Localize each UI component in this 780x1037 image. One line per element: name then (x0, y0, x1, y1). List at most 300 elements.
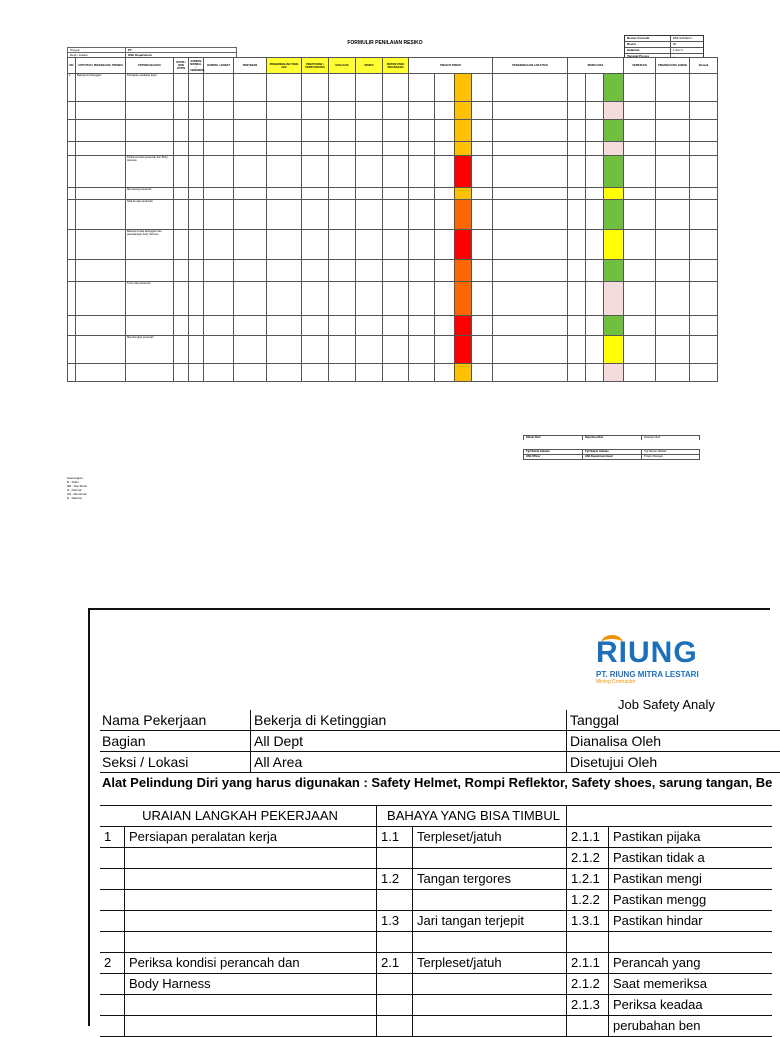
risk-cell (624, 336, 656, 364)
risk-cell (455, 102, 472, 120)
sign-cell: Diperiksa Oleh (583, 436, 642, 440)
risk-cell (329, 316, 356, 336)
risk-cell (329, 102, 356, 120)
risk-cell (267, 120, 302, 142)
jsa-table-row (100, 974, 772, 995)
hazard-number: 2.1 (376, 953, 412, 973)
col-no: NO (68, 58, 76, 74)
risk-cell (383, 74, 409, 102)
jsa-field-row (100, 710, 780, 731)
id-value: HSE Department (128, 53, 152, 57)
hazard-number (376, 995, 412, 1015)
risk-cell (234, 120, 267, 142)
jsa-table-row (100, 848, 772, 869)
risk-cell (68, 364, 76, 382)
control-number: 1.3.1 (566, 911, 608, 931)
risk-cell (329, 282, 356, 316)
risk-row (68, 188, 718, 200)
step-number (100, 995, 124, 1015)
risk-cell (409, 230, 435, 260)
col-tanggung: PENANGGUNG JAWAB (656, 58, 690, 74)
legend-line: NR : Non Rutin (67, 484, 88, 488)
risk-cell (267, 200, 302, 230)
col-aktivitas: AKTIVITAS / PEKERJAAN / PROSES (76, 58, 126, 74)
logo-tagline: Mining Contractor (596, 679, 636, 685)
risk-cell (204, 200, 234, 230)
control-number: 2.1.3 (566, 995, 608, 1015)
control-description: Saat memeriksa (608, 974, 778, 994)
id-label: Proyek (68, 48, 126, 52)
risk-cell (189, 200, 204, 230)
col-verifikasi: VERIFIKASI (624, 58, 656, 74)
step-number: 1 (104, 829, 112, 844)
risk-cell (455, 364, 472, 382)
risk-cell (189, 102, 204, 120)
jsa-field-right: Tanggal (566, 710, 619, 730)
risk-cell (690, 188, 718, 200)
risk-cell (604, 260, 624, 282)
risk-cell (690, 230, 718, 260)
risk-cell (472, 200, 493, 230)
step-description (124, 848, 376, 868)
risk-cell (435, 102, 455, 120)
risk-cell (174, 156, 189, 188)
sign-cell: Disetujui Oleh (644, 436, 661, 439)
legend-line: N : Normal (67, 488, 82, 492)
risk-cell (472, 156, 493, 188)
risk-cell (356, 74, 383, 102)
risk-cell (383, 260, 409, 282)
risk-cell (267, 336, 302, 364)
risk-cell (604, 156, 624, 188)
step-description (124, 911, 376, 931)
risk-cell (472, 120, 493, 142)
risk-cell (174, 230, 189, 260)
risk-cell (302, 200, 329, 230)
risk-cell (126, 120, 174, 142)
risk-cell (126, 142, 174, 156)
risk-cell (329, 260, 356, 282)
risk-cell (204, 336, 234, 364)
legend-line: AN : Abnormal (67, 492, 87, 496)
risk-cell (174, 102, 189, 120)
risk-cell (472, 102, 493, 120)
risk-cell (204, 142, 234, 156)
risk-cell (329, 142, 356, 156)
risk-cell (76, 282, 126, 316)
step-description: Periksa kondisi perancah dan (124, 953, 376, 973)
risk-row (68, 282, 718, 316)
legend-line: R : Rutin (67, 480, 79, 484)
risk-cell (493, 120, 568, 142)
step-number (100, 848, 124, 868)
risk-cell (204, 156, 234, 188)
risk-cell (356, 102, 383, 120)
risk-cell (383, 282, 409, 316)
risk-cell (455, 142, 472, 156)
risk-cell (356, 142, 383, 156)
risk-cell: Bekerja di atas ketinggian dan pemasangan body harness (126, 230, 174, 260)
risk-cell (329, 336, 356, 364)
risk-cell (234, 282, 267, 316)
risk-cell (234, 230, 267, 260)
risk-cell (267, 260, 302, 282)
sign-cell: HSE Department Head (583, 455, 642, 459)
jsa-title: Job Safety Analy (618, 697, 715, 712)
risk-row (68, 200, 718, 230)
jsa-field-value: All Area (250, 752, 302, 772)
risk-cell (586, 260, 604, 282)
risk-cell (76, 120, 126, 142)
risk-cell (234, 156, 267, 188)
risk-cell (204, 230, 234, 260)
hazard-number (376, 1016, 412, 1036)
risk-cell (204, 188, 234, 200)
risk-cell (604, 188, 624, 200)
risk-cell (76, 142, 126, 156)
risk-cell (624, 316, 656, 336)
risk-cell (126, 316, 174, 336)
risk-cell (656, 102, 690, 120)
risk-cell (68, 200, 76, 230)
risk-cell (234, 200, 267, 230)
risk-cell (455, 74, 472, 102)
risk-cell (267, 156, 302, 188)
risk-cell (435, 200, 455, 230)
col-tingkat: TINGKAT RISIKO (409, 58, 493, 74)
risk-cell (472, 282, 493, 316)
risk-cell (189, 120, 204, 142)
jsa-field-value: Bekerja di Ketinggian (250, 710, 386, 730)
risk-cell (68, 230, 76, 260)
meta-key: Nomor Formulir (625, 36, 671, 41)
risk-cell (174, 364, 189, 382)
risk-cell (493, 282, 568, 316)
risk-cell (656, 120, 690, 142)
risk-cell (656, 260, 690, 282)
risk-cell (690, 120, 718, 142)
risk-cell (68, 188, 76, 200)
risk-cell (493, 142, 568, 156)
risk-cell (409, 364, 435, 382)
risk-cell: Membongkar perancah (126, 336, 174, 364)
risk-cell (409, 316, 435, 336)
risk-row (68, 316, 718, 336)
risk-cell (690, 156, 718, 188)
risk-cell (302, 156, 329, 188)
risk-cell (455, 156, 472, 188)
hazard-description (412, 848, 566, 868)
col-akibat: DAMPAK / AKIBAT (204, 58, 234, 74)
risk-cell (435, 142, 455, 156)
risk-cell (455, 120, 472, 142)
risk-sheet-title: FORMULIR PENILAIAN RESIKO (347, 40, 423, 46)
risk-cell (435, 364, 455, 382)
header-control (566, 806, 776, 826)
risk-cell (624, 282, 656, 316)
risk-assessment-sheet (67, 35, 709, 467)
risk-cell (690, 200, 718, 230)
jsa-table-row (100, 911, 772, 932)
hazard-description: Tangan tergores (412, 869, 566, 889)
risk-cell: Bekerja di Ketinggian (76, 74, 126, 102)
risk-cell (174, 336, 189, 364)
risk-cell (356, 364, 383, 382)
risk-cell (189, 156, 204, 188)
risk-cell (189, 74, 204, 102)
risk-cell (568, 364, 586, 382)
legend (67, 476, 87, 500)
risk-cell (68, 282, 76, 316)
risk-cell (302, 102, 329, 120)
risk-row (68, 156, 718, 188)
control-description: Pastikan hindar (608, 911, 778, 931)
risk-cell (455, 316, 472, 336)
risk-cell (568, 188, 586, 200)
risk-cell (472, 230, 493, 260)
risk-cell (409, 282, 435, 316)
risk-cell (174, 282, 189, 316)
jsa-field-label: Bagian (102, 733, 146, 749)
jsa-table-body (100, 827, 772, 1037)
risk-cell (267, 316, 302, 336)
risk-cell (204, 364, 234, 382)
risk-cell (204, 260, 234, 282)
step-description (124, 932, 376, 952)
risk-row (68, 260, 718, 282)
risk-cell (204, 102, 234, 120)
legend-line: D : Darurat (67, 496, 82, 500)
risk-cell: Memasang perancah (126, 188, 174, 200)
ppe-requirement: Alat Pelindung Diri yang harus digunakan : Safety Helmet, Rompi Reflektor, Safety shoes, sarung tangan, Be (102, 775, 773, 790)
jsa-table-row (100, 995, 772, 1016)
hazard-number: 1.3 (376, 911, 412, 931)
step-description (124, 1016, 376, 1036)
risk-cell (624, 120, 656, 142)
risk-cell (472, 188, 493, 200)
risk-cell (267, 230, 302, 260)
step-number (100, 974, 124, 994)
risk-cell (189, 230, 204, 260)
risk-cell (267, 188, 302, 200)
risk-cell (604, 316, 624, 336)
hazard-number: 1.1 (376, 827, 412, 847)
risk-cell (174, 120, 189, 142)
risk-cell (189, 142, 204, 156)
hazard-number (376, 848, 412, 868)
sign-cell: Tgl/ Nama/ Jabatan (524, 450, 583, 454)
step-number (100, 911, 124, 931)
jsa-table (100, 805, 772, 1037)
risk-cell (356, 316, 383, 336)
risk-cell (568, 200, 586, 230)
risk-cell (435, 282, 455, 316)
control-number: 2.1.1 (566, 827, 608, 847)
meta-key: Tanggal Proses (625, 54, 671, 59)
risk-cell (189, 260, 204, 282)
hazard-description: Terpleset/jatuh (412, 953, 566, 973)
step-description (124, 869, 376, 889)
risk-cell (302, 142, 329, 156)
col-potensi: POTENSI BAHAYA (126, 58, 174, 74)
risk-cell (174, 260, 189, 282)
risk-cell (568, 120, 586, 142)
risk-cell (472, 316, 493, 336)
risk-cell (204, 316, 234, 336)
risk-row (68, 74, 718, 102)
risk-cell (234, 260, 267, 282)
risk-cell (624, 230, 656, 260)
col-sisa: RISIKO SISA (568, 58, 624, 74)
risk-cell (690, 282, 718, 316)
sign-cell: Dibuat Oleh (524, 436, 583, 440)
risk-cell (656, 200, 690, 230)
col-rutin: RUTIN / NON RUTIN (174, 58, 189, 74)
signature-box (523, 435, 700, 460)
risk-cell (234, 74, 267, 102)
col-penyebab: PENYEBAB (234, 58, 267, 74)
jsa-field-label: Nama Pekerjaan (102, 712, 207, 728)
risk-cell (586, 200, 604, 230)
risk-cell (356, 336, 383, 364)
risk-cell (656, 188, 690, 200)
risk-cell: Periksa kondisi perancah dan Body Harness (126, 156, 174, 188)
risk-cell (690, 316, 718, 336)
risk-cell (624, 188, 656, 200)
id-value: PT (128, 48, 132, 52)
step-description: Persiapan peralatan kerja (124, 827, 376, 847)
logo-arc-icon (601, 635, 623, 651)
risk-cell (656, 336, 690, 364)
risk-table (67, 57, 718, 382)
jsa-table-row (100, 890, 772, 911)
risk-cell (302, 316, 329, 336)
risk-cell (604, 282, 624, 316)
risk-cell (586, 230, 604, 260)
risk-cell (624, 142, 656, 156)
step-number (100, 869, 124, 889)
meta-value: ... (672, 54, 676, 58)
risk-cell (302, 188, 329, 200)
risk-cell (568, 230, 586, 260)
risk-cell (604, 336, 624, 364)
risk-cell (204, 74, 234, 102)
risk-cell (586, 316, 604, 336)
risk-cell (455, 260, 472, 282)
risk-cell (356, 282, 383, 316)
risk-cell (624, 364, 656, 382)
control-number (566, 1016, 608, 1036)
risk-cell (493, 156, 568, 188)
sign-cell: HSE Officer (524, 455, 583, 459)
risk-cell (656, 230, 690, 260)
col-pengendalian: PENGENDALIAN LANJUTAN (493, 58, 568, 74)
risk-cell (690, 260, 718, 282)
step-description (124, 890, 376, 910)
hazard-description (412, 1016, 566, 1036)
risk-cell (568, 142, 586, 156)
risk-cell (68, 316, 76, 336)
risk-cell (68, 156, 76, 188)
col-kontrol-2: PERATURAN / PERSYARATAN (302, 58, 329, 74)
risk-cell (568, 74, 586, 102)
risk-cell (68, 336, 76, 364)
risk-cell (234, 336, 267, 364)
risk-cell (435, 156, 455, 188)
col-kondisi: KONDISI NORMAL / ABNORMAL (190, 59, 206, 72)
risk-cell (455, 200, 472, 230)
risk-cell (126, 260, 174, 282)
step-number: 2 (104, 955, 112, 970)
risk-cell (586, 188, 604, 200)
company-logo (596, 638, 699, 685)
risk-cell (409, 102, 435, 120)
control-description: perubahan ben (608, 1016, 778, 1036)
risk-cell (329, 230, 356, 260)
risk-cell (329, 200, 356, 230)
jsa-table-header (100, 805, 772, 827)
step-number (100, 1016, 124, 1036)
jsa-field-row (100, 752, 780, 773)
risk-cell (76, 260, 126, 282)
risk-cell (586, 336, 604, 364)
risk-cell (409, 142, 435, 156)
risk-cell (76, 316, 126, 336)
risk-cell (493, 364, 568, 382)
risk-cell (68, 142, 76, 156)
risk-cell: Persiapan peralatan kerja (126, 74, 174, 102)
risk-row (68, 230, 718, 260)
risk-cell (302, 230, 329, 260)
risk-cell (455, 188, 472, 200)
risk-cell (690, 142, 718, 156)
risk-cell (267, 142, 302, 156)
sign-cell: Project Manager (644, 455, 664, 458)
hazard-description: Terpleset/jatuh (412, 827, 566, 847)
risk-cell (624, 200, 656, 230)
risk-cell (624, 260, 656, 282)
risk-cell (472, 74, 493, 102)
logo-company-name: PT. RIUNG MITRA LESTARI (596, 670, 699, 679)
risk-cell (76, 364, 126, 382)
risk-cell (435, 120, 455, 142)
col-kontrol-5: SISTEM YANG DIGUNAKAN (383, 58, 409, 74)
risk-cell (656, 74, 690, 102)
risk-cell (76, 200, 126, 230)
risk-cell (604, 142, 624, 156)
risk-cell (76, 102, 126, 120)
risk-cell (409, 188, 435, 200)
risk-cell (76, 156, 126, 188)
risk-cell (68, 120, 76, 142)
risk-cell (356, 188, 383, 200)
jsa-field-right: Dianalisa Oleh (566, 731, 661, 751)
risk-cell (472, 364, 493, 382)
risk-cell (690, 336, 718, 364)
risk-cell (383, 188, 409, 200)
risk-cell (455, 230, 472, 260)
risk-cell (329, 74, 356, 102)
col-kontrol-3: EVALUASI (329, 58, 356, 74)
risk-row (68, 102, 718, 120)
risk-cell: Turun dari perancah (126, 282, 174, 316)
jsa-field-label: Seksi / Lokasi (102, 754, 189, 770)
risk-cell (302, 282, 329, 316)
risk-row (68, 364, 718, 382)
risk-cell (586, 102, 604, 120)
risk-cell (302, 120, 329, 142)
risk-cell (267, 102, 302, 120)
